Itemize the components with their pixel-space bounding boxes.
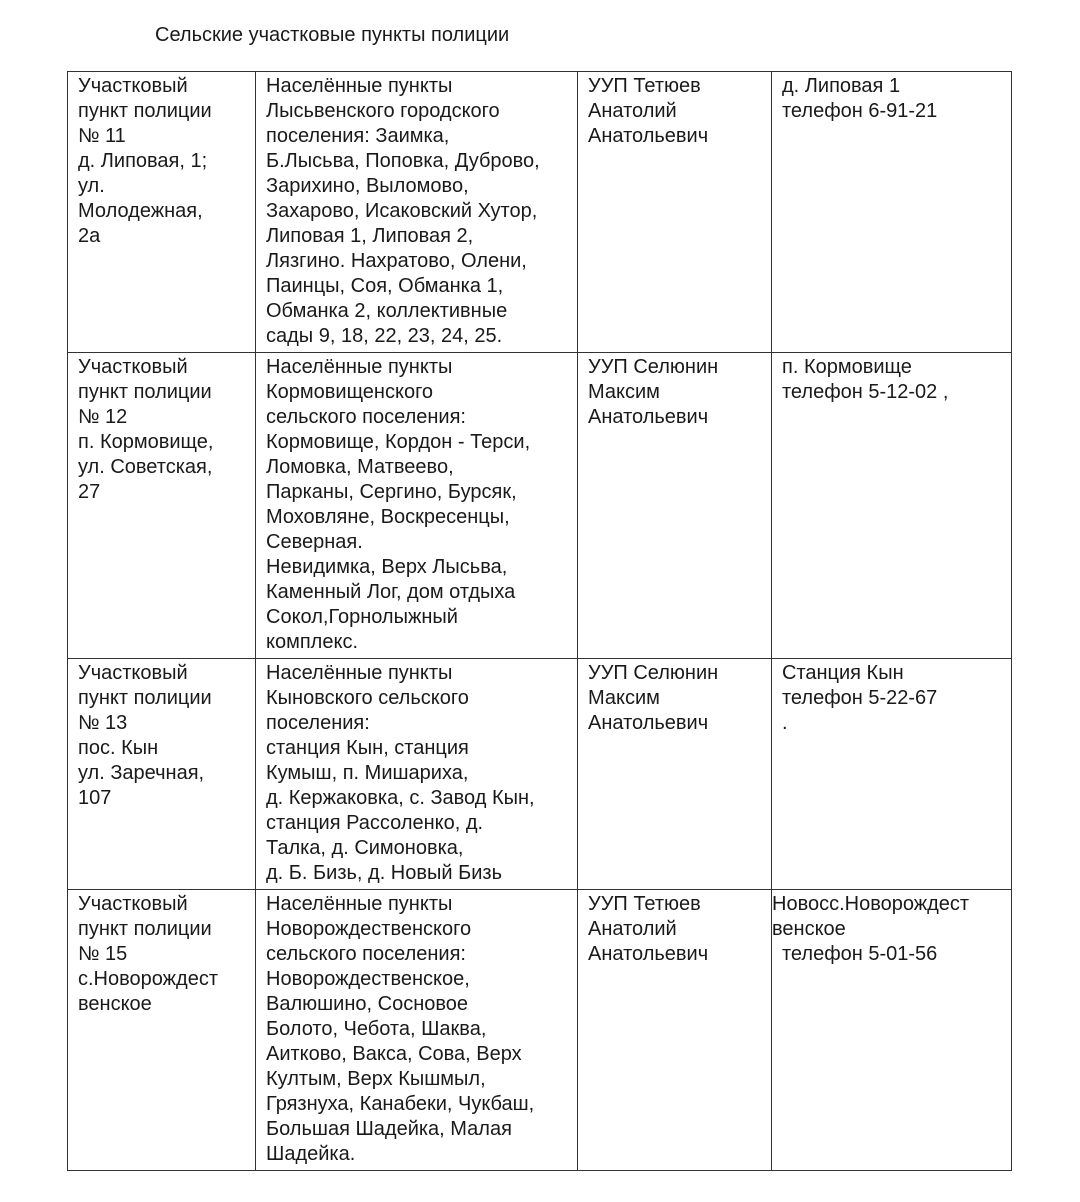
officer-line: УУП Тетюев [588,893,701,915]
settlements-line: Б.Лысьва, Поповка, Дуброво, [266,150,540,172]
officer-line: УУП Тетюев [588,75,701,97]
post-line: Участковый [78,893,188,915]
settlements-line: Зарихино, Выломово, [266,175,469,197]
post-cell [68,72,256,353]
post-line: пункт полиции [78,381,212,403]
settlements-line: Кормовище, Кордон - Терси, [266,431,531,453]
settlements-line: Паинцы, Соя, Обманка 1, [266,275,504,297]
settlements-line: сельского поселения: [266,406,466,428]
officer-line: Анатольевич [588,406,709,428]
contact-line: д. Липовая 1 [782,75,901,97]
post-cell [68,890,256,1171]
post-cell [68,353,256,659]
settlements-line: сады 9, 18, 22, 23, 24, 25. [266,325,503,347]
page-title: Сельские участковые пункты полиции [155,24,510,46]
settlements-line: д. Кержаковка, с. Завод Кын, [266,787,535,809]
settlements-line: Обманка 2, коллективные [266,300,508,322]
post-line: с.Новорождест [78,968,218,990]
officer-cell [578,890,772,1171]
contact-line: . [782,712,788,734]
officer-cell [578,72,772,353]
contact-line: телефон 5-22-67 [782,687,938,709]
post-line: пос. Кын [78,737,159,759]
post-line: ул. Советская, [78,456,213,478]
settlements-line: Населённые пункты [266,356,453,378]
settlements-line: Липовая 1, Липовая 2, [266,225,474,247]
contact-cell [772,353,1012,659]
contact-line: телефон 5-12-02 , [782,381,949,403]
officer-line: УУП Селюнин [588,662,719,684]
settlements-line: Населённые пункты [266,662,453,684]
post-line: № 15 [78,943,128,965]
post-line: пункт полиции [78,918,212,940]
officer-line: Анатольевич [588,712,709,734]
officer-line: УУП Селюнин [588,356,719,378]
post-line: Участковый [78,75,188,97]
post-line: венское [78,993,152,1015]
contact-line: телефон 6-91-21 [782,100,938,122]
settlements-line: д. Б. Бизь, д. Новый Бизь [266,862,502,884]
post-line: № 13 [78,712,128,734]
post-line: 2а [78,225,101,247]
settlements-cell [256,353,578,659]
contact-cell [772,659,1012,890]
officer-cell [578,659,772,890]
officer-line: Максим [588,687,660,709]
settlements-line: поселения: Заимка, [266,125,450,147]
contact-line: Станция Кын [782,662,904,684]
post-cell [68,659,256,890]
table-row [68,659,1012,890]
settlements-cell [256,659,578,890]
post-line: пункт полиции [78,687,212,709]
settlements-line: Аитково, Вакса, Сова, Верх [266,1043,522,1065]
settlements-line: Лязгино. Нахратово, Олени, [266,250,527,272]
settlements-line: Шадейка. [266,1143,356,1165]
settlements-line: станция Кын, станция [266,737,469,759]
settlements-line: Болото, Чебота, Шаква, [266,1018,487,1040]
table-row [68,890,1012,1171]
post-line: п. Кормовище, [78,431,214,453]
settlements-line: Валюшино, Сосновое [266,993,469,1015]
settlements-line: Северная. [266,531,363,553]
settlements-line: Парканы, Сергино, Бурсяк, [266,481,517,503]
settlements-line: Култым, Верх Кышмыл, [266,1068,486,1090]
settlements-line: Населённые пункты [266,893,453,915]
contact-cell [772,890,1012,1171]
officer-cell [578,353,772,659]
officer-line: Анатолий [588,918,677,940]
post-line: 107 [78,787,112,809]
post-line: Участковый [78,662,188,684]
officer-line: Анатольевич [588,943,709,965]
post-line: ул. Заречная, [78,762,205,784]
settlements-cell [256,890,578,1171]
contact-line: п. Кормовище [782,356,912,378]
contact-line: Новосс.Новорождест [772,893,970,915]
settlements-line: сельского поселения: [266,943,466,965]
settlements-line: Кумыш, п. Мишариха, [266,762,469,784]
settlements-line: станция Рассоленко, д. [266,812,484,834]
settlements-line: Новорождественское, [266,968,470,990]
post-line: Молодежная, [78,200,203,222]
contact-cell [772,72,1012,353]
settlements-line: Лысьвенского городского [266,100,500,122]
contact-line: телефон 5-01-56 [782,943,938,965]
post-line: № 12 [78,406,128,428]
settlements-line: Новорождественского [266,918,472,940]
settlements-line: Кормовищенского [266,381,434,403]
settlements-line: Большая Шадейка, Малая [266,1118,512,1140]
officer-line: Анатолий [588,100,677,122]
settlements-line: Каменный Лог, дом отдыха [266,581,516,603]
officer-line: Максим [588,381,660,403]
settlements-line: Невидимка, Верх Лысьва, [266,556,508,578]
settlements-line: Населённые пункты [266,75,453,97]
post-line: 27 [78,481,101,503]
settlements-line: Кыновского сельского [266,687,469,709]
police-posts-table [67,71,1012,1171]
table-row [68,72,1012,353]
contact-line: венское [772,918,846,940]
settlements-line: Грязнуха, Канабеки, Чукбаш, [266,1093,535,1115]
settlements-line: Захарово, Исаковский Хутор, [266,200,538,222]
settlements-line: Ломовка, Матвеево, [266,456,454,478]
settlements-line: Моховляне, Воскресенцы, [266,506,510,528]
post-line: д. Липовая, 1; [78,150,208,172]
post-line: Участковый [78,356,188,378]
settlements-line: поселения: [266,712,370,734]
officer-line: Анатольевич [588,125,709,147]
settlements-cell [256,72,578,353]
table-row [68,353,1012,659]
settlements-line: комплекс. [266,631,359,653]
post-line: № 11 [78,125,126,147]
post-line: ул. [78,175,105,197]
settlements-line: Талка, д. Симоновка, [266,837,464,859]
settlements-line: Сокол,Горнолыжный [266,606,458,628]
post-line: пункт полиции [78,100,212,122]
